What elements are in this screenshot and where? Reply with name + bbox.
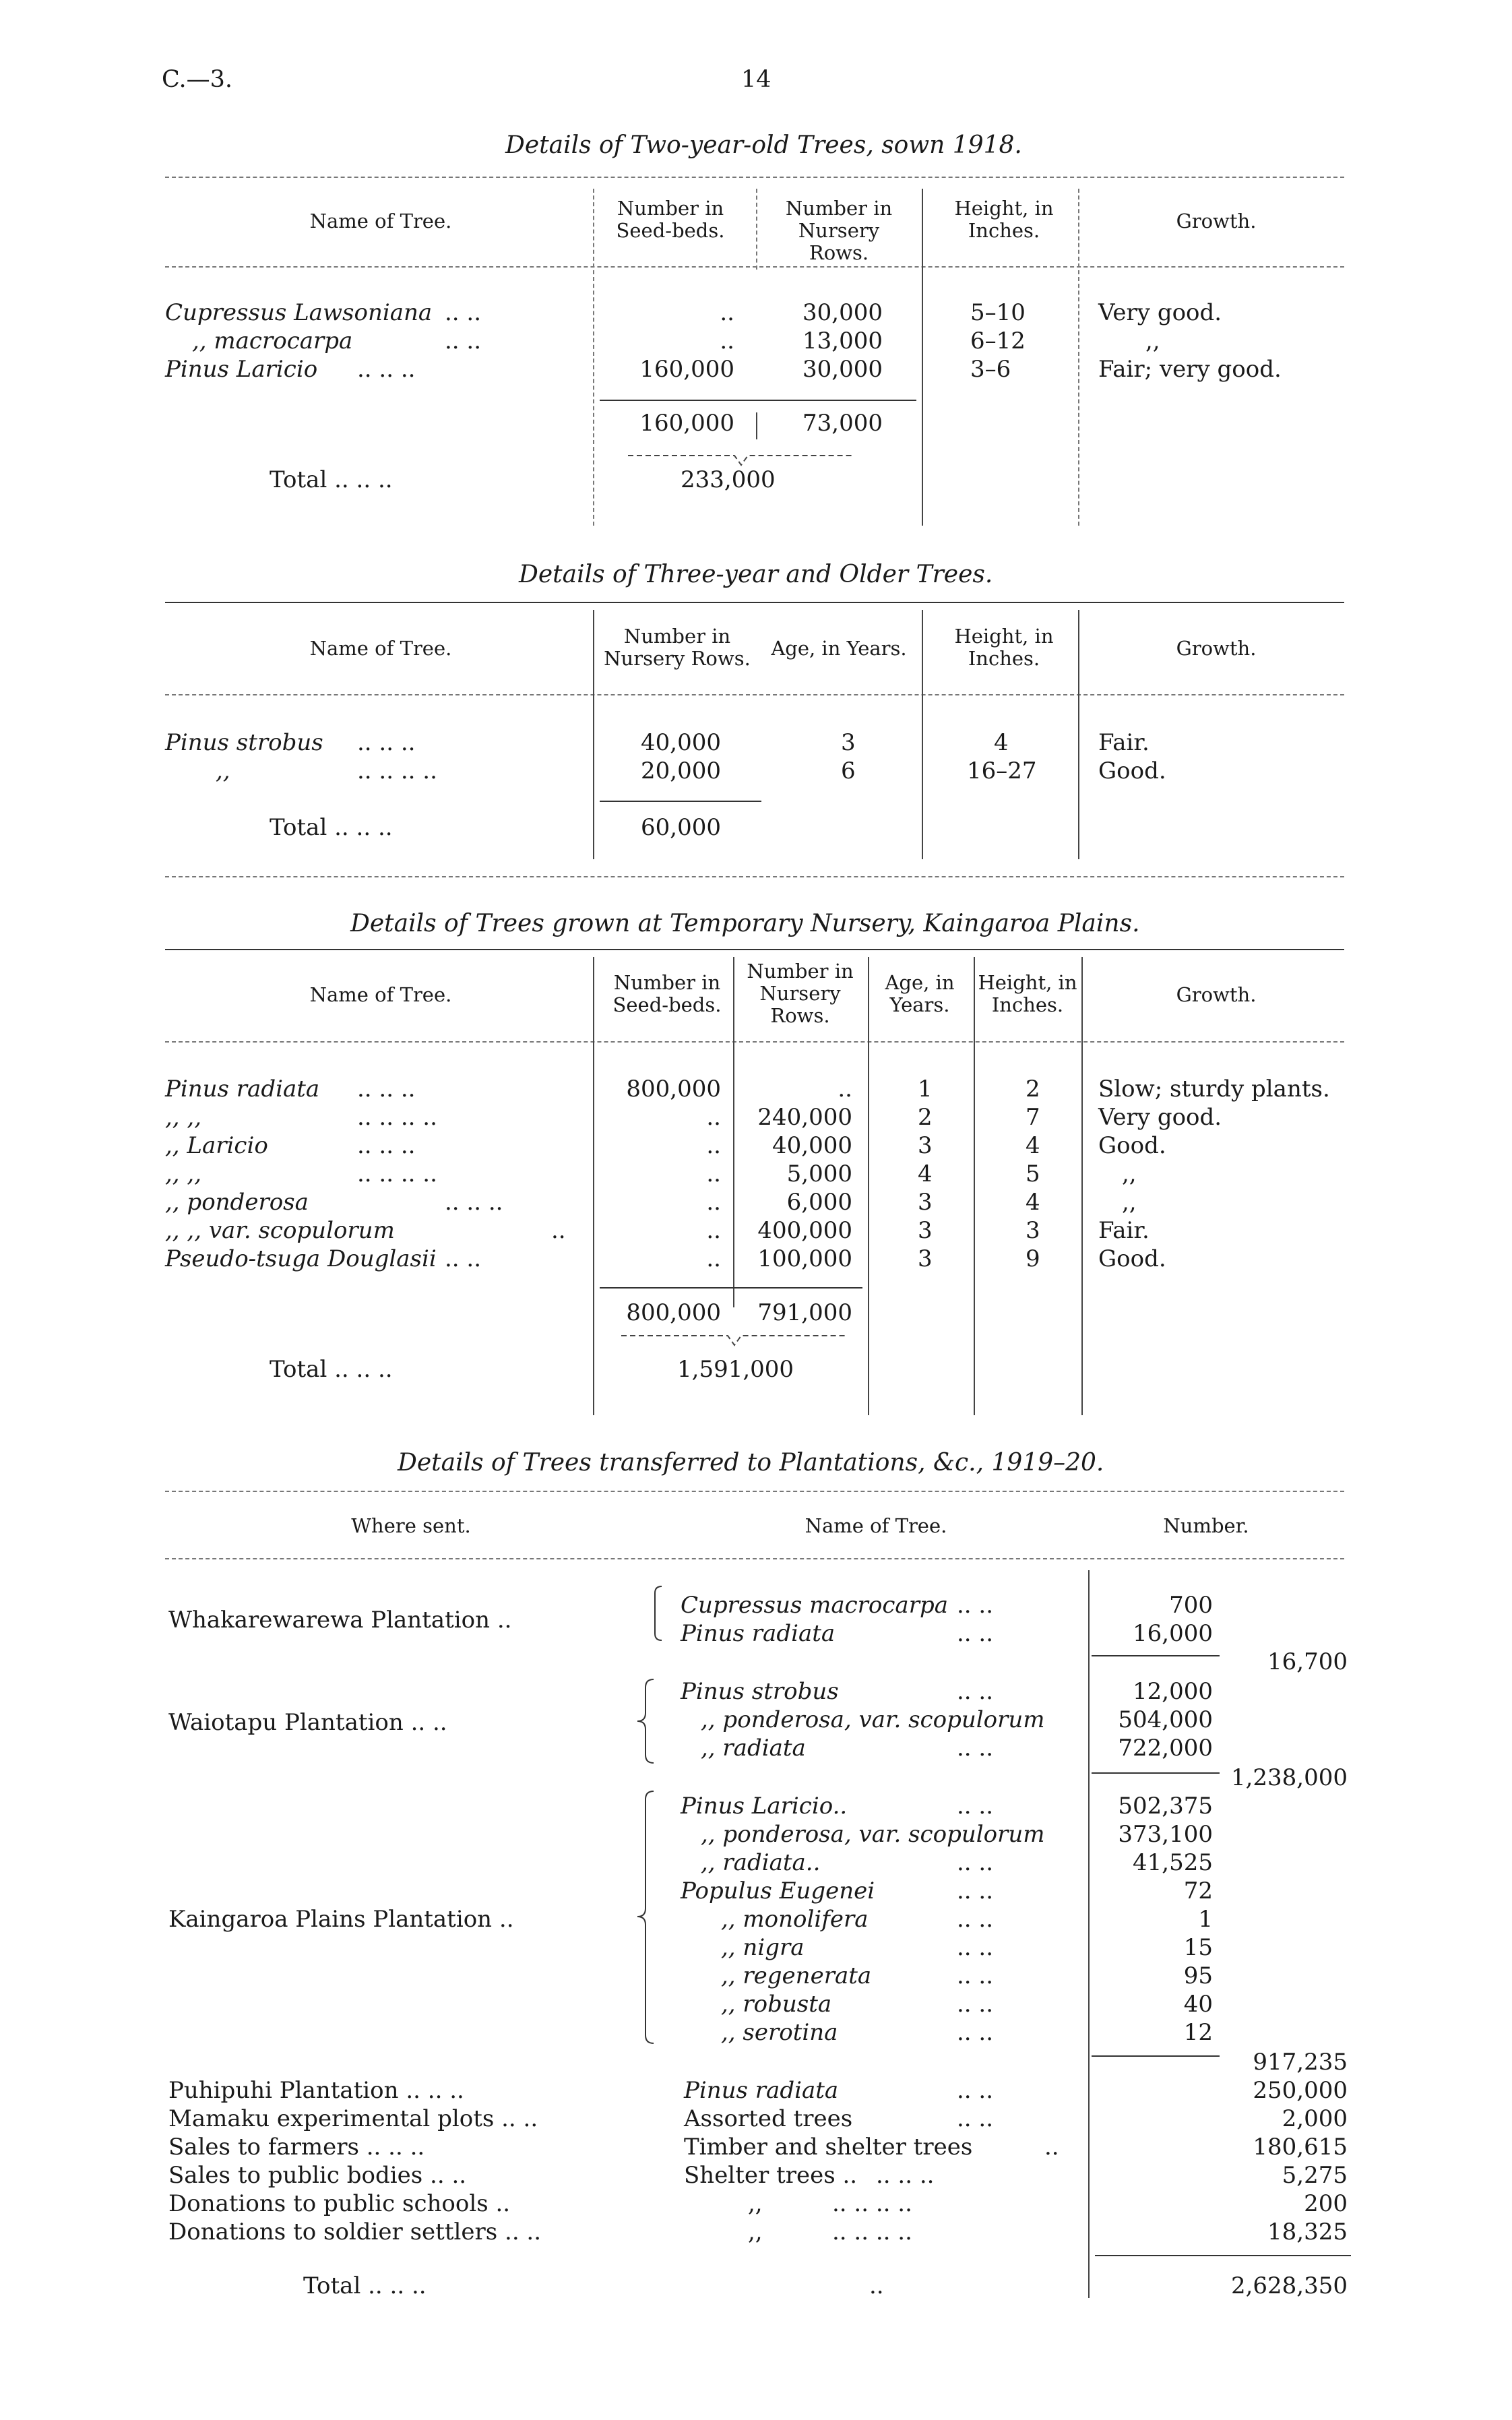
left-brace: [652, 1585, 666, 1642]
growth-value: Fair.: [1098, 729, 1149, 756]
leader-dots: .. .. .. ..: [357, 1160, 437, 1187]
tree-number: 72: [1183, 1878, 1213, 1904]
column-header-seed-beds: Number in Seed-beds.: [616, 197, 725, 242]
tree-number: 504,000: [1118, 1706, 1213, 1733]
tree-name: Pinus strobus: [165, 729, 323, 756]
tree-number: 12,000: [1133, 1678, 1213, 1705]
total-label: Total .. .. ..: [270, 1356, 393, 1383]
column-header-age: Age, in Years.: [771, 637, 907, 660]
leader-dots: .. ..: [957, 1991, 994, 2018]
tree-name: ,, radiata..: [701, 1849, 821, 1876]
place-name: Donations to public schools ..: [168, 2190, 511, 2217]
leader-dots: .. ..: [957, 1934, 994, 1961]
leader-dots: ..: [869, 2272, 884, 2299]
tree-name: Pinus radiata: [684, 2077, 839, 2104]
place-name: Sales to public bodies .. ..: [168, 2162, 467, 2189]
page-number: 14: [741, 66, 771, 93]
seed-beds-value: 160,000: [639, 356, 734, 383]
tree-name: ,, ,,: [165, 1160, 202, 1187]
nursery-rows-value: 100,000: [757, 1245, 852, 1272]
tree-number: 16,000: [1133, 1620, 1213, 1647]
leader-dots: .. .. ..: [357, 1132, 416, 1159]
leader-dots: .. .. .. ..: [357, 757, 437, 784]
tree-name: ,, serotina: [721, 2019, 838, 2046]
left-brace: [633, 1678, 656, 1766]
subtotal-nursery-rows: 73,000: [802, 410, 883, 437]
place-name: Sales to farmers .. .. ..: [168, 2134, 425, 2161]
height-value: 4: [1026, 1132, 1040, 1159]
tree-number: 1: [1198, 1906, 1213, 1933]
growth-value: Good.: [1098, 757, 1166, 784]
growth-value: Very good.: [1098, 299, 1222, 326]
leader-dots: .. .. .. ..: [832, 2219, 912, 2245]
age-value: 3: [918, 1132, 933, 1159]
tree-name: ,, ponderosa, var. scopulorum: [701, 1821, 1045, 1848]
total-value: 233,000: [681, 466, 776, 493]
column-header-age: Age, in Years.: [885, 971, 955, 1016]
height-value: 7: [1026, 1104, 1040, 1131]
growth-value: ,,: [1122, 1160, 1137, 1187]
tree-name: ,, macrocarpa: [192, 328, 353, 354]
place-name: Donations to soldier settlers .. ..: [168, 2219, 542, 2245]
tree-name: Pinus Laricio: [165, 356, 318, 383]
row-total: 250,000: [1253, 2077, 1348, 2104]
height-value: 16–27: [967, 757, 1037, 784]
column-header-name: Name of Tree.: [309, 210, 452, 232]
total-label: Total .. .. ..: [270, 466, 393, 493]
column-header-height: Height, in Inches.: [954, 625, 1054, 670]
height-value: 6–12: [970, 328, 1026, 354]
column-header-name: Name of Tree.: [309, 637, 452, 660]
leader-dots: .. .. ..: [357, 1076, 416, 1103]
total-value: 60,000: [641, 814, 721, 841]
tree-name: ,, ,, var. scopulorum: [165, 1217, 395, 1244]
place-name: Kaingaroa Plains Plantation ..: [168, 1906, 514, 1933]
tree-name: ,, Laricio: [165, 1132, 268, 1159]
table-title: Details of Trees transferred to Plantations, &c., 1919–20.: [398, 1449, 1104, 1477]
nursery-rows-value: 20,000: [641, 757, 721, 784]
growth-value: Slow; sturdy plants.: [1098, 1076, 1330, 1103]
tree-name: ,, ,,: [165, 1104, 202, 1131]
seed-beds-value: ..: [706, 1245, 721, 1272]
place-name: Whakarewarewa Plantation ..: [168, 1607, 512, 1634]
tree-name: ,, monolifera: [721, 1906, 869, 1933]
age-value: 4: [918, 1160, 933, 1187]
column-header-name-of-tree: Name of Tree.: [805, 1514, 947, 1537]
tree-name: Shelter trees ..: [684, 2162, 858, 2189]
leader-dots: .. ..: [957, 2077, 994, 2104]
nursery-rows-value: 240,000: [757, 1104, 852, 1131]
nursery-rows-value: 30,000: [802, 356, 883, 383]
leader-dots: .. .. ..: [357, 356, 416, 383]
leader-dots: ..: [551, 1217, 566, 1244]
growth-value: ,,: [1122, 1189, 1137, 1216]
tree-number: 95: [1183, 1962, 1213, 1989]
column-header-where-sent: Where sent.: [351, 1514, 471, 1537]
tree-name: Populus Eugenei: [681, 1878, 875, 1904]
column-header-growth: Growth.: [1176, 983, 1257, 1006]
tree-number: 373,100: [1118, 1821, 1213, 1848]
place-name: Waiotapu Plantation .. ..: [168, 1709, 447, 1736]
column-header-seed-beds: Number in Seed-beds.: [612, 971, 722, 1016]
growth-value: Fair; very good.: [1098, 356, 1282, 383]
place-name: Puhipuhi Plantation .. .. ..: [168, 2077, 464, 2104]
growth-value: Good.: [1098, 1132, 1166, 1159]
tree-name: ,, ponderosa: [165, 1189, 309, 1216]
leader-dots: .. ..: [957, 1735, 994, 1762]
tree-number: 722,000: [1118, 1735, 1213, 1762]
height-value: 3–6: [970, 356, 1011, 383]
tree-number: 15: [1183, 1934, 1213, 1961]
leader-dots: .. ..: [957, 1962, 994, 1989]
total-value: 1,591,000: [677, 1356, 794, 1383]
nursery-rows-value: 40,000: [772, 1132, 852, 1159]
height-value: 9: [1026, 1245, 1040, 1272]
seed-beds-value: ..: [720, 328, 734, 354]
age-value: 3: [918, 1217, 933, 1244]
column-header-height: Height, in Inches.: [978, 971, 1077, 1016]
leader-dots: .. ..: [957, 2019, 994, 2046]
growth-value: ,,: [1145, 328, 1160, 354]
group-total: 1,238,000: [1230, 1764, 1348, 1791]
table-title: Details of Three-year and Older Trees.: [519, 561, 993, 588]
nursery-rows-value: 400,000: [757, 1217, 852, 1244]
seed-beds-value: ..: [706, 1189, 721, 1216]
leader-dots: .. ..: [957, 1878, 994, 1904]
leader-dots: .. ..: [445, 328, 482, 354]
seed-beds-value: ..: [706, 1217, 721, 1244]
tree-number: 40: [1183, 1991, 1213, 2018]
table-title: Details of Two-year-old Trees, sown 1918.: [505, 131, 1022, 159]
column-header-height: Height, in Inches.: [954, 197, 1054, 242]
tree-number: 12: [1183, 2019, 1213, 2046]
column-header-name: Name of Tree.: [309, 983, 452, 1006]
age-value: 3: [918, 1245, 933, 1272]
table-title: Details of Trees grown at Temporary Nursery, Kaingaroa Plains.: [350, 910, 1140, 937]
age-value: 2: [918, 1104, 933, 1131]
tree-name: ,, nigra: [721, 1934, 805, 1961]
column-header-growth: Growth.: [1176, 210, 1257, 232]
leader-dots: .. ..: [957, 1849, 994, 1876]
row-total: 5,275: [1282, 2162, 1348, 2189]
place-name: Mamaku experimental plots .. ..: [168, 2105, 538, 2132]
leader-dots: .. .. .. ..: [357, 1104, 437, 1131]
age-value: 3: [918, 1189, 933, 1216]
tree-name: ,,: [748, 2219, 763, 2245]
leader-dots: .. ..: [957, 1906, 994, 1933]
sum-brace: [620, 1333, 849, 1351]
nursery-rows-value: 40,000: [641, 729, 721, 756]
height-value: 2: [1026, 1076, 1040, 1103]
tree-name: Pseudo-tsuga Douglasii: [165, 1245, 437, 1272]
group-total: 16,700: [1267, 1648, 1348, 1675]
growth-value: Fair.: [1098, 1217, 1149, 1244]
left-brace: [633, 1790, 656, 2046]
leader-dots: .. ..: [957, 2105, 994, 2132]
height-value: 3: [1026, 1217, 1040, 1244]
tree-name: Pinus radiata: [681, 1620, 836, 1647]
tree-name: ,, regenerata: [721, 1962, 872, 1989]
tree-name: Cupressus Lawsoniana: [165, 299, 433, 326]
age-value: 3: [841, 729, 856, 756]
row-total: 18,325: [1267, 2219, 1348, 2245]
leader-dots: .. .. .. ..: [832, 2190, 912, 2217]
total-label: Total .. .. ..: [303, 2272, 427, 2299]
nursery-rows-value: 30,000: [802, 299, 883, 326]
growth-value: Very good.: [1098, 1104, 1222, 1131]
leader-dots: .. ..: [957, 1620, 994, 1647]
leader-dots: .. .. ..: [876, 2162, 935, 2189]
document-reference: C.—3.: [162, 66, 233, 93]
column-header-nursery-rows: Number in Nursery Rows.: [604, 625, 751, 670]
nursery-rows-value: 6,000: [786, 1189, 852, 1216]
tree-number: 502,375: [1118, 1793, 1213, 1820]
seed-beds-value: ..: [706, 1132, 721, 1159]
height-value: 4: [994, 729, 1009, 756]
leader-dots: ..: [1044, 2134, 1059, 2161]
leader-dots: .. ..: [957, 1793, 994, 1820]
row-total: 2,000: [1282, 2105, 1348, 2132]
leader-dots: .. ..: [957, 1678, 994, 1705]
seed-beds-value: ..: [720, 299, 734, 326]
tree-name: Pinus strobus: [681, 1678, 839, 1705]
seed-beds-value: ..: [706, 1160, 721, 1187]
subtotal-seed-beds: 160,000: [639, 410, 734, 437]
tree-number: 41,525: [1133, 1849, 1213, 1876]
grand-total: 2,628,350: [1230, 2272, 1348, 2299]
seed-beds-value: ..: [706, 1104, 721, 1131]
tree-name: ,,: [748, 2190, 763, 2217]
height-value: 4: [1026, 1189, 1040, 1216]
tree-name: Pinus Laricio..: [681, 1793, 848, 1820]
nursery-rows-value: 5,000: [786, 1160, 852, 1187]
tree-name: ,, radiata: [701, 1735, 806, 1762]
tree-name: Timber and shelter trees: [684, 2134, 973, 2161]
leader-dots: .. ..: [445, 299, 482, 326]
tree-name: Assorted trees: [684, 2105, 853, 2132]
column-header-nursery-rows: Number in Nursery Rows.: [747, 960, 854, 1027]
tree-name: ,,: [216, 757, 230, 784]
tree-name: Pinus radiata: [165, 1076, 320, 1103]
row-total: 200: [1304, 2190, 1348, 2217]
height-value: 5–10: [970, 299, 1026, 326]
age-value: 6: [841, 757, 856, 784]
column-header-nursery-rows: Number in Nursery Rows.: [785, 197, 893, 264]
subtotal-seed-beds: 800,000: [626, 1299, 721, 1326]
total-label: Total .. .. ..: [270, 814, 393, 841]
leader-dots: .. .. ..: [357, 729, 416, 756]
age-value: 1: [918, 1076, 933, 1103]
tree-number: 700: [1169, 1592, 1213, 1619]
growth-value: Good.: [1098, 1245, 1166, 1272]
height-value: 5: [1026, 1160, 1040, 1187]
tree-name: ,, robusta: [721, 1991, 832, 2018]
leader-dots: .. ..: [445, 1245, 482, 1272]
subtotal-nursery-rows: 791,000: [757, 1299, 852, 1326]
nursery-rows-value: 13,000: [802, 328, 883, 354]
nursery-rows-value: ..: [838, 1076, 852, 1103]
seed-beds-value: 800,000: [626, 1076, 721, 1103]
tree-name: Cupressus macrocarpa: [681, 1592, 948, 1619]
tree-name: ,, ponderosa, var. scopulorum: [701, 1706, 1045, 1733]
column-header-growth: Growth.: [1176, 637, 1257, 660]
column-header-number: Number.: [1163, 1514, 1249, 1537]
leader-dots: .. .. ..: [445, 1189, 503, 1216]
row-total: 180,615: [1253, 2134, 1348, 2161]
group-total: 917,235: [1253, 2049, 1348, 2076]
leader-dots: .. ..: [957, 1592, 994, 1619]
